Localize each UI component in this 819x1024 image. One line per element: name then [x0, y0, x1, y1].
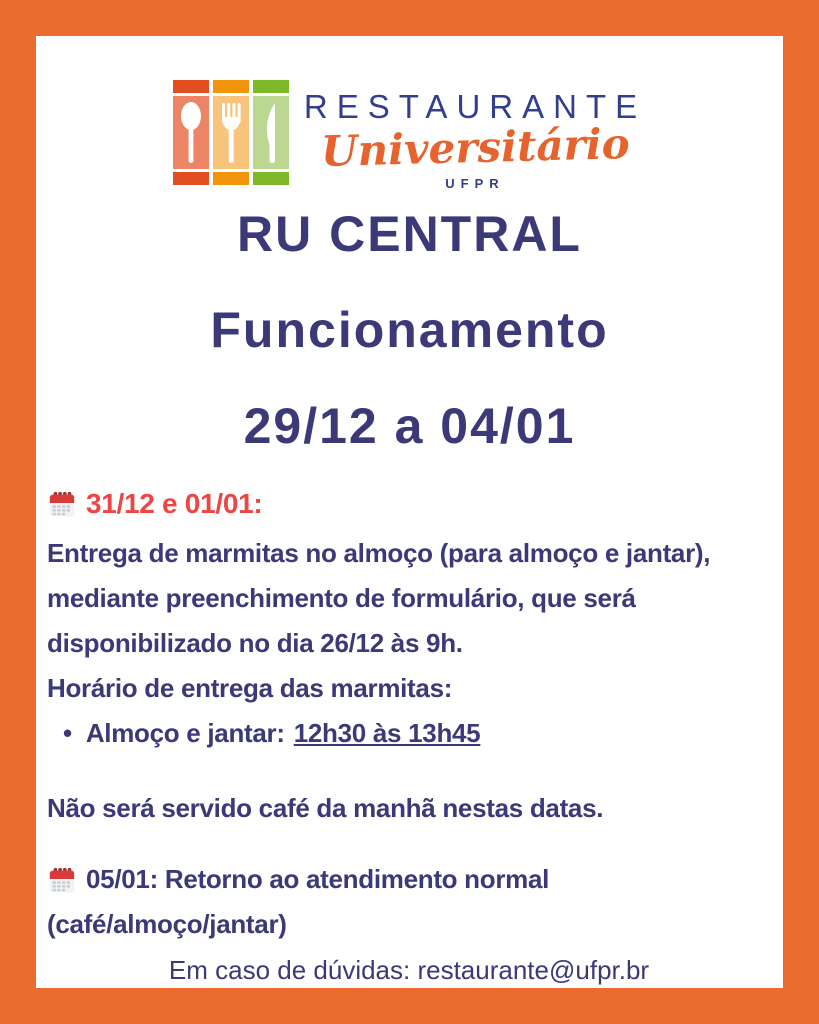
logo-wordmark: [304, 80, 646, 191]
bullet-glyph: •: [63, 718, 72, 748]
marmitas-paragraph-line: Entrega de marmitas no almoço (para almoço e jantar),: [47, 538, 711, 568]
return-heading: [47, 857, 771, 902]
logo-bar: [173, 172, 209, 185]
logo: [36, 80, 783, 191]
no-breakfast-note: Não será servido café da manhã nestas datas.: [47, 793, 604, 823]
logo-bar: [173, 80, 209, 93]
contact-line: Em caso de dúvidas: restaurante@ufpr.br: [168, 955, 650, 985]
poster-sheet: [36, 36, 783, 988]
title-funcionamento: Funcionamento: [210, 302, 609, 358]
schedule-heading: Horário de entrega das marmitas:: [47, 673, 453, 703]
calendar-icon: [47, 489, 77, 519]
marmitas-paragraph-line: mediante preenchimento de formulário, que será: [47, 583, 636, 613]
fork-icon: [213, 80, 249, 185]
logo-panel: [173, 96, 209, 169]
bullet-time-range: 12h30 às 13h45: [293, 718, 481, 748]
title-ru-central: RU CENTRAL: [237, 206, 582, 262]
logo-bar: [253, 80, 289, 93]
utensils-logo-icon: [173, 80, 289, 185]
knife-icon: [253, 80, 289, 185]
body-content: [36, 483, 783, 988]
logo-script-text: Universitário: [320, 118, 630, 177]
marmitas-paragraph-line: disponibilizado no dia 26/12 às 9h.: [47, 628, 463, 658]
bullet-label: Almoço e jantar:: [85, 718, 285, 748]
calendar-icon: [47, 865, 77, 895]
logo-bar: [213, 80, 249, 93]
title-date-range: 29/12 a 04/01: [243, 398, 576, 454]
title-block: [36, 205, 783, 455]
schedule-bullet-item: [47, 711, 771, 756]
logo-panel: [253, 96, 289, 169]
logo-brand-text: RESTAURANTE: [303, 88, 647, 125]
spoon-icon: [173, 80, 209, 185]
logo-ufpr-text: UFPR: [445, 176, 505, 191]
logo-bar: [253, 172, 289, 185]
return-heading-meals: (café/almoço/jantar): [47, 909, 287, 939]
logo-panel: [213, 96, 249, 169]
return-heading-text: 05/01: Retorno ao atendimento normal: [86, 864, 550, 894]
logo-bar: [213, 172, 249, 185]
marmitas-date-text: 31/12 e 01/01:: [86, 488, 263, 519]
marmitas-date-heading: [47, 483, 771, 525]
